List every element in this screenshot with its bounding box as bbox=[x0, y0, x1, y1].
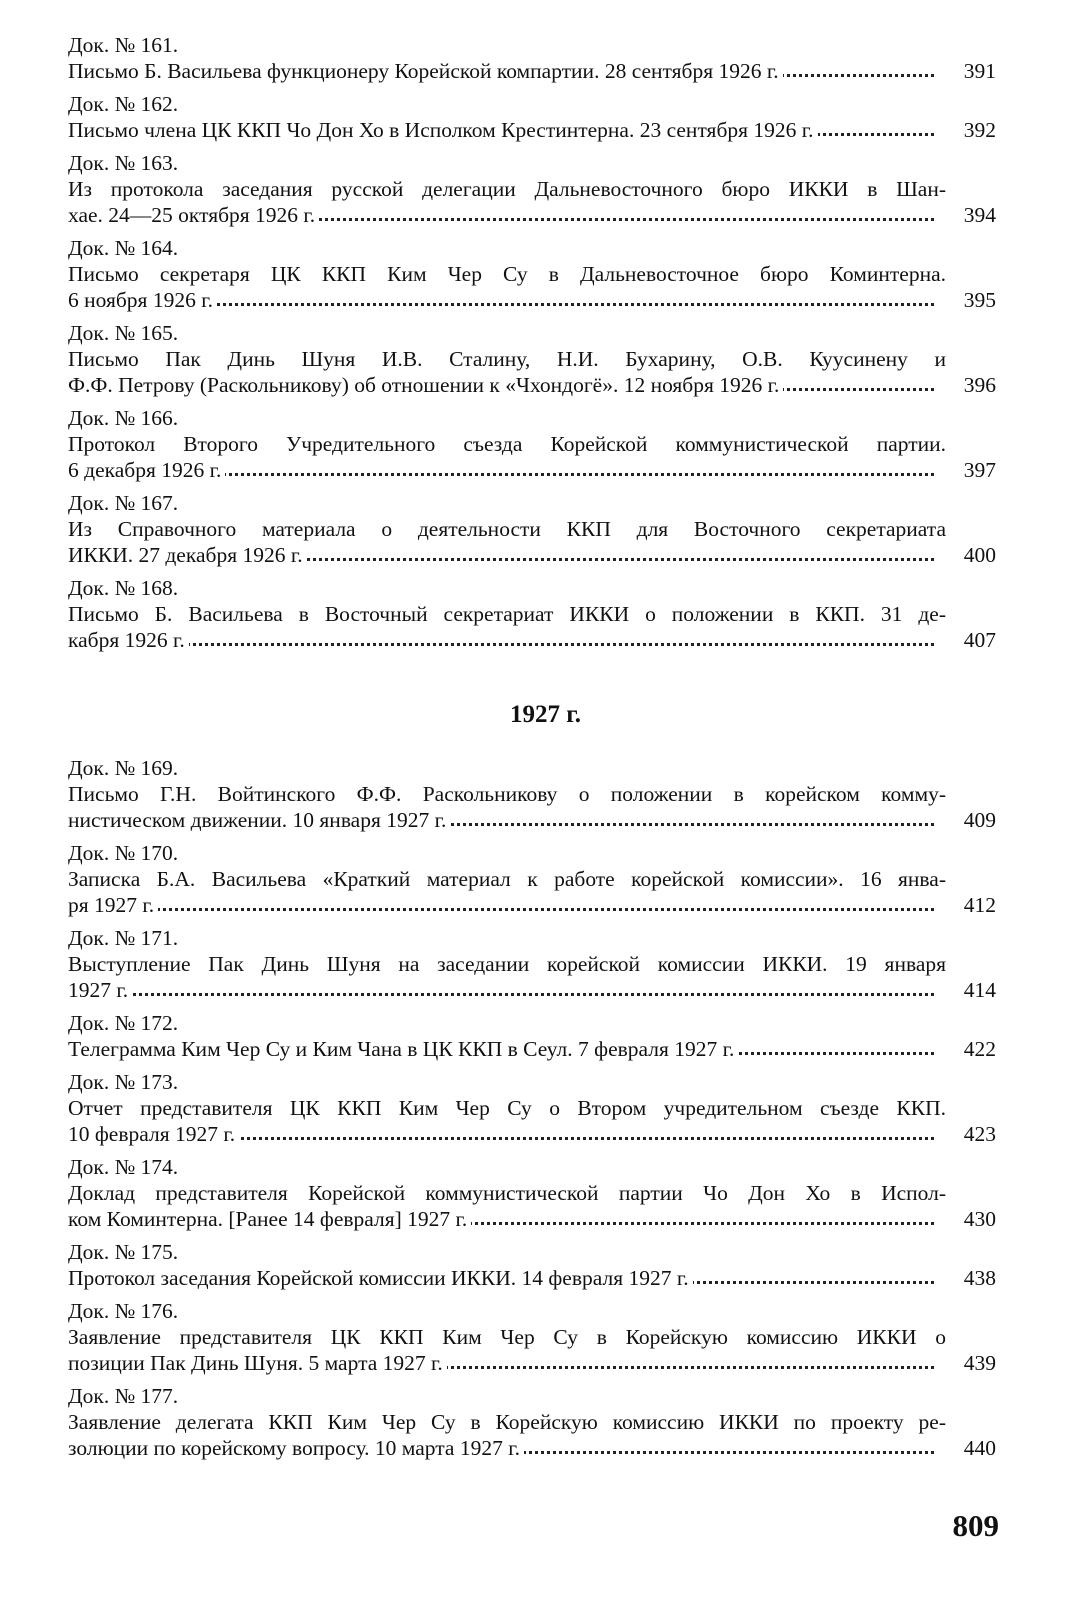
doc-title-last-line bbox=[68, 542, 946, 568]
doc-title-line: Письмо Пак Динь Шуня И.В. Сталину, Н.И. Бухарину, О.В. Куусинену и bbox=[68, 347, 946, 371]
doc-title-line: Отчет представителя ЦК ККП Ким Чер Су о Втором учредительном съезде ККП. bbox=[68, 1096, 946, 1120]
doc-title-last-text: Письмо члена ЦК ККП Чо Дон Хо в Исполком Крестинтерна. 23 сентября 1926 г. bbox=[68, 118, 818, 142]
toc-entry bbox=[68, 91, 996, 143]
doc-number: Док. № 175. bbox=[68, 1240, 179, 1264]
page-ref: 414 bbox=[963, 978, 996, 1002]
doc-number: Док. № 168. bbox=[68, 576, 179, 600]
page-ref: 409 bbox=[963, 808, 996, 832]
toc-entry bbox=[68, 405, 996, 483]
doc-title-last-text: Протокол заседания Корейской комиссии ИККИ. 14 февраля 1927 г. bbox=[68, 1266, 693, 1290]
doc-title bbox=[68, 1324, 996, 1376]
doc-title-line: Выступление Пак Динь Шуня на заседании корейской комиссии ИККИ. 19 января bbox=[68, 952, 946, 976]
doc-title-line: Заявление представителя ЦК ККП Ким Чер Су в Корейскую комиссию ИККИ о bbox=[68, 1325, 946, 1349]
toc-entry bbox=[68, 1239, 996, 1291]
doc-title-last-line bbox=[68, 1350, 946, 1376]
doc-title-line: Из протокола заседания русской делегации Дальневосточного бюро ИККИ в Шан- bbox=[68, 177, 946, 201]
doc-number: Док. № 171. bbox=[68, 926, 179, 950]
doc-title-last-text: нистическом движении. 10 января 1927 г. bbox=[68, 808, 450, 832]
doc-title-last-text: позиции Пак Динь Шуня. 5 марта 1927 г. bbox=[68, 1351, 447, 1375]
toc-entry bbox=[68, 925, 996, 1003]
doc-number: Док. № 172. bbox=[68, 1011, 179, 1035]
doc-title-last-text: 6 декабря 1926 г. bbox=[68, 458, 225, 482]
page-ref: 392 bbox=[963, 118, 996, 142]
toc-section-1927 bbox=[68, 755, 996, 1468]
doc-title bbox=[68, 1095, 996, 1147]
toc-entry bbox=[68, 755, 996, 833]
page-ref: 391 bbox=[963, 59, 996, 83]
doc-title bbox=[68, 1036, 996, 1062]
doc-number: Док. № 163. bbox=[68, 151, 179, 175]
doc-title-line: Заявление делегата ККП Ким Чер Су в Корейскую комиссию ИККИ по проекту ре- bbox=[68, 1410, 946, 1434]
toc-section-1926 bbox=[68, 32, 996, 660]
doc-title-last-line bbox=[68, 372, 946, 398]
doc-title-last-text: золюции по корейскому вопросу. 10 марта 1927 г. bbox=[68, 1436, 524, 1460]
doc-title-last-text: Телеграмма Ким Чер Су и Ким Чана в ЦК ККП в Сеул. 7 февраля 1927 г. bbox=[68, 1037, 738, 1061]
doc-title-last-line bbox=[68, 1265, 946, 1291]
doc-number: Док. № 169. bbox=[68, 756, 179, 780]
doc-title-last-line bbox=[68, 1121, 946, 1147]
doc-title-last-line bbox=[68, 977, 946, 1003]
doc-title-line: Письмо Б. Васильева в Восточный секретариат ИККИ о положении в ККП. 31 де- bbox=[68, 602, 946, 626]
doc-title bbox=[68, 431, 996, 483]
page-ref: 412 bbox=[963, 893, 996, 917]
doc-title-line: Записка Б.А. Васильева «Краткий материал к работе корейской комиссии». 16 янва- bbox=[68, 867, 946, 891]
doc-title-line: Письмо секретаря ЦК ККП Ким Чер Су в Дальневосточное бюро Коминтерна. bbox=[68, 262, 946, 286]
doc-title-last-line bbox=[68, 1206, 946, 1232]
dot-leader bbox=[68, 643, 934, 646]
doc-title-last-line bbox=[68, 202, 946, 228]
doc-title-last-text: 1927 г. bbox=[68, 978, 132, 1002]
doc-title-line: Письмо Г.Н. Войтинского Ф.Ф. Раскольникову о положении в корейском комму- bbox=[68, 782, 946, 806]
doc-title-line: Доклад представителя Корейской коммунистической партии Чо Дон Хо в Испол- bbox=[68, 1181, 946, 1205]
page-ref: 438 bbox=[963, 1266, 996, 1290]
doc-number: Док. № 161. bbox=[68, 33, 179, 57]
page-ref: 440 bbox=[963, 1436, 996, 1460]
toc-entry bbox=[68, 840, 996, 918]
toc-entry bbox=[68, 1298, 996, 1376]
doc-title-last-text: ИККИ. 27 декабря 1926 г. bbox=[68, 543, 307, 567]
doc-title-last-line bbox=[68, 627, 946, 653]
doc-title-line: Протокол Второго Учредительного съезда Корейской коммунистической партии. bbox=[68, 432, 946, 456]
doc-title-last-text: 6 ноября 1926 г. bbox=[68, 288, 217, 312]
page-ref: 400 bbox=[963, 543, 996, 567]
doc-title bbox=[68, 951, 996, 1003]
doc-number: Док. № 174. bbox=[68, 1155, 179, 1179]
doc-title-last-text: кабря 1926 г. bbox=[68, 628, 189, 652]
doc-title bbox=[68, 601, 996, 653]
doc-title bbox=[68, 58, 996, 84]
page-ref: 439 bbox=[963, 1351, 996, 1375]
toc-entry bbox=[68, 1069, 996, 1147]
toc-entry bbox=[68, 1383, 996, 1461]
doc-number: Док. № 170. bbox=[68, 841, 179, 865]
doc-title-last-text: ря 1927 г. bbox=[68, 893, 158, 917]
doc-title-last-text: ком Коминтерна. [Ранее 14 февраля] 1927 г. bbox=[68, 1207, 471, 1231]
doc-title-last-line bbox=[68, 117, 946, 143]
page-ref: 395 bbox=[963, 288, 996, 312]
doc-title bbox=[68, 1265, 996, 1291]
doc-title-last-text: Письмо Б. Васильева функционеру Корейской компартии. 28 сентября 1926 г. bbox=[68, 59, 783, 83]
doc-title bbox=[68, 1180, 996, 1232]
toc-entry bbox=[68, 1010, 996, 1062]
doc-title bbox=[68, 117, 996, 143]
doc-title-last-line bbox=[68, 457, 946, 483]
toc-entry bbox=[68, 150, 996, 228]
page-ref: 407 bbox=[963, 628, 996, 652]
doc-title bbox=[68, 176, 996, 228]
doc-number: Док. № 176. bbox=[68, 1299, 179, 1323]
doc-number: Док. № 166. bbox=[68, 406, 179, 430]
page-ref: 394 bbox=[963, 203, 996, 227]
doc-title-last-line bbox=[68, 1435, 946, 1461]
page-number: 809 bbox=[952, 1508, 999, 1543]
page-ref: 396 bbox=[963, 373, 996, 397]
page-ref: 430 bbox=[963, 1207, 996, 1231]
toc-entry bbox=[68, 235, 996, 313]
doc-title bbox=[68, 261, 996, 313]
doc-title-last-line bbox=[68, 58, 946, 84]
doc-title-line: Из Справочного материала о деятельности ККП для Восточного секретариата bbox=[68, 517, 946, 541]
doc-title bbox=[68, 516, 996, 568]
toc-entry bbox=[68, 1154, 996, 1232]
doc-number: Док. № 173. bbox=[68, 1070, 179, 1094]
toc-entry bbox=[68, 320, 996, 398]
page-ref: 397 bbox=[963, 458, 996, 482]
doc-number: Док. № 165. bbox=[68, 321, 179, 345]
toc-entry bbox=[68, 575, 996, 653]
doc-title-last-line bbox=[68, 287, 946, 313]
doc-title bbox=[68, 781, 996, 833]
doc-number: Док. № 177. bbox=[68, 1384, 179, 1408]
doc-number: Док. № 162. bbox=[68, 92, 179, 116]
doc-title-last-line bbox=[68, 807, 946, 833]
doc-title-last-line bbox=[68, 1036, 946, 1062]
doc-title bbox=[68, 866, 996, 918]
year-heading: 1927 г. bbox=[509, 701, 582, 728]
doc-title bbox=[68, 1409, 996, 1461]
doc-title-last-text: хае. 24—25 октября 1926 г. bbox=[68, 203, 319, 227]
toc-entry bbox=[68, 490, 996, 568]
doc-title bbox=[68, 346, 996, 398]
page-ref: 422 bbox=[963, 1037, 996, 1061]
dot-leader bbox=[68, 993, 934, 996]
toc-entry bbox=[68, 32, 996, 84]
doc-number: Док. № 167. bbox=[68, 491, 179, 515]
dot-leader bbox=[68, 908, 934, 911]
doc-title-last-text: 10 февраля 1927 г. bbox=[68, 1122, 239, 1146]
doc-title-last-line bbox=[68, 892, 946, 918]
doc-number: Док. № 164. bbox=[68, 236, 179, 260]
doc-title-last-text: Ф.Ф. Петрову (Раскольникову) об отношении к «Чхондогё». 12 ноября 1926 г. bbox=[68, 373, 783, 397]
page-ref: 423 bbox=[963, 1122, 996, 1146]
